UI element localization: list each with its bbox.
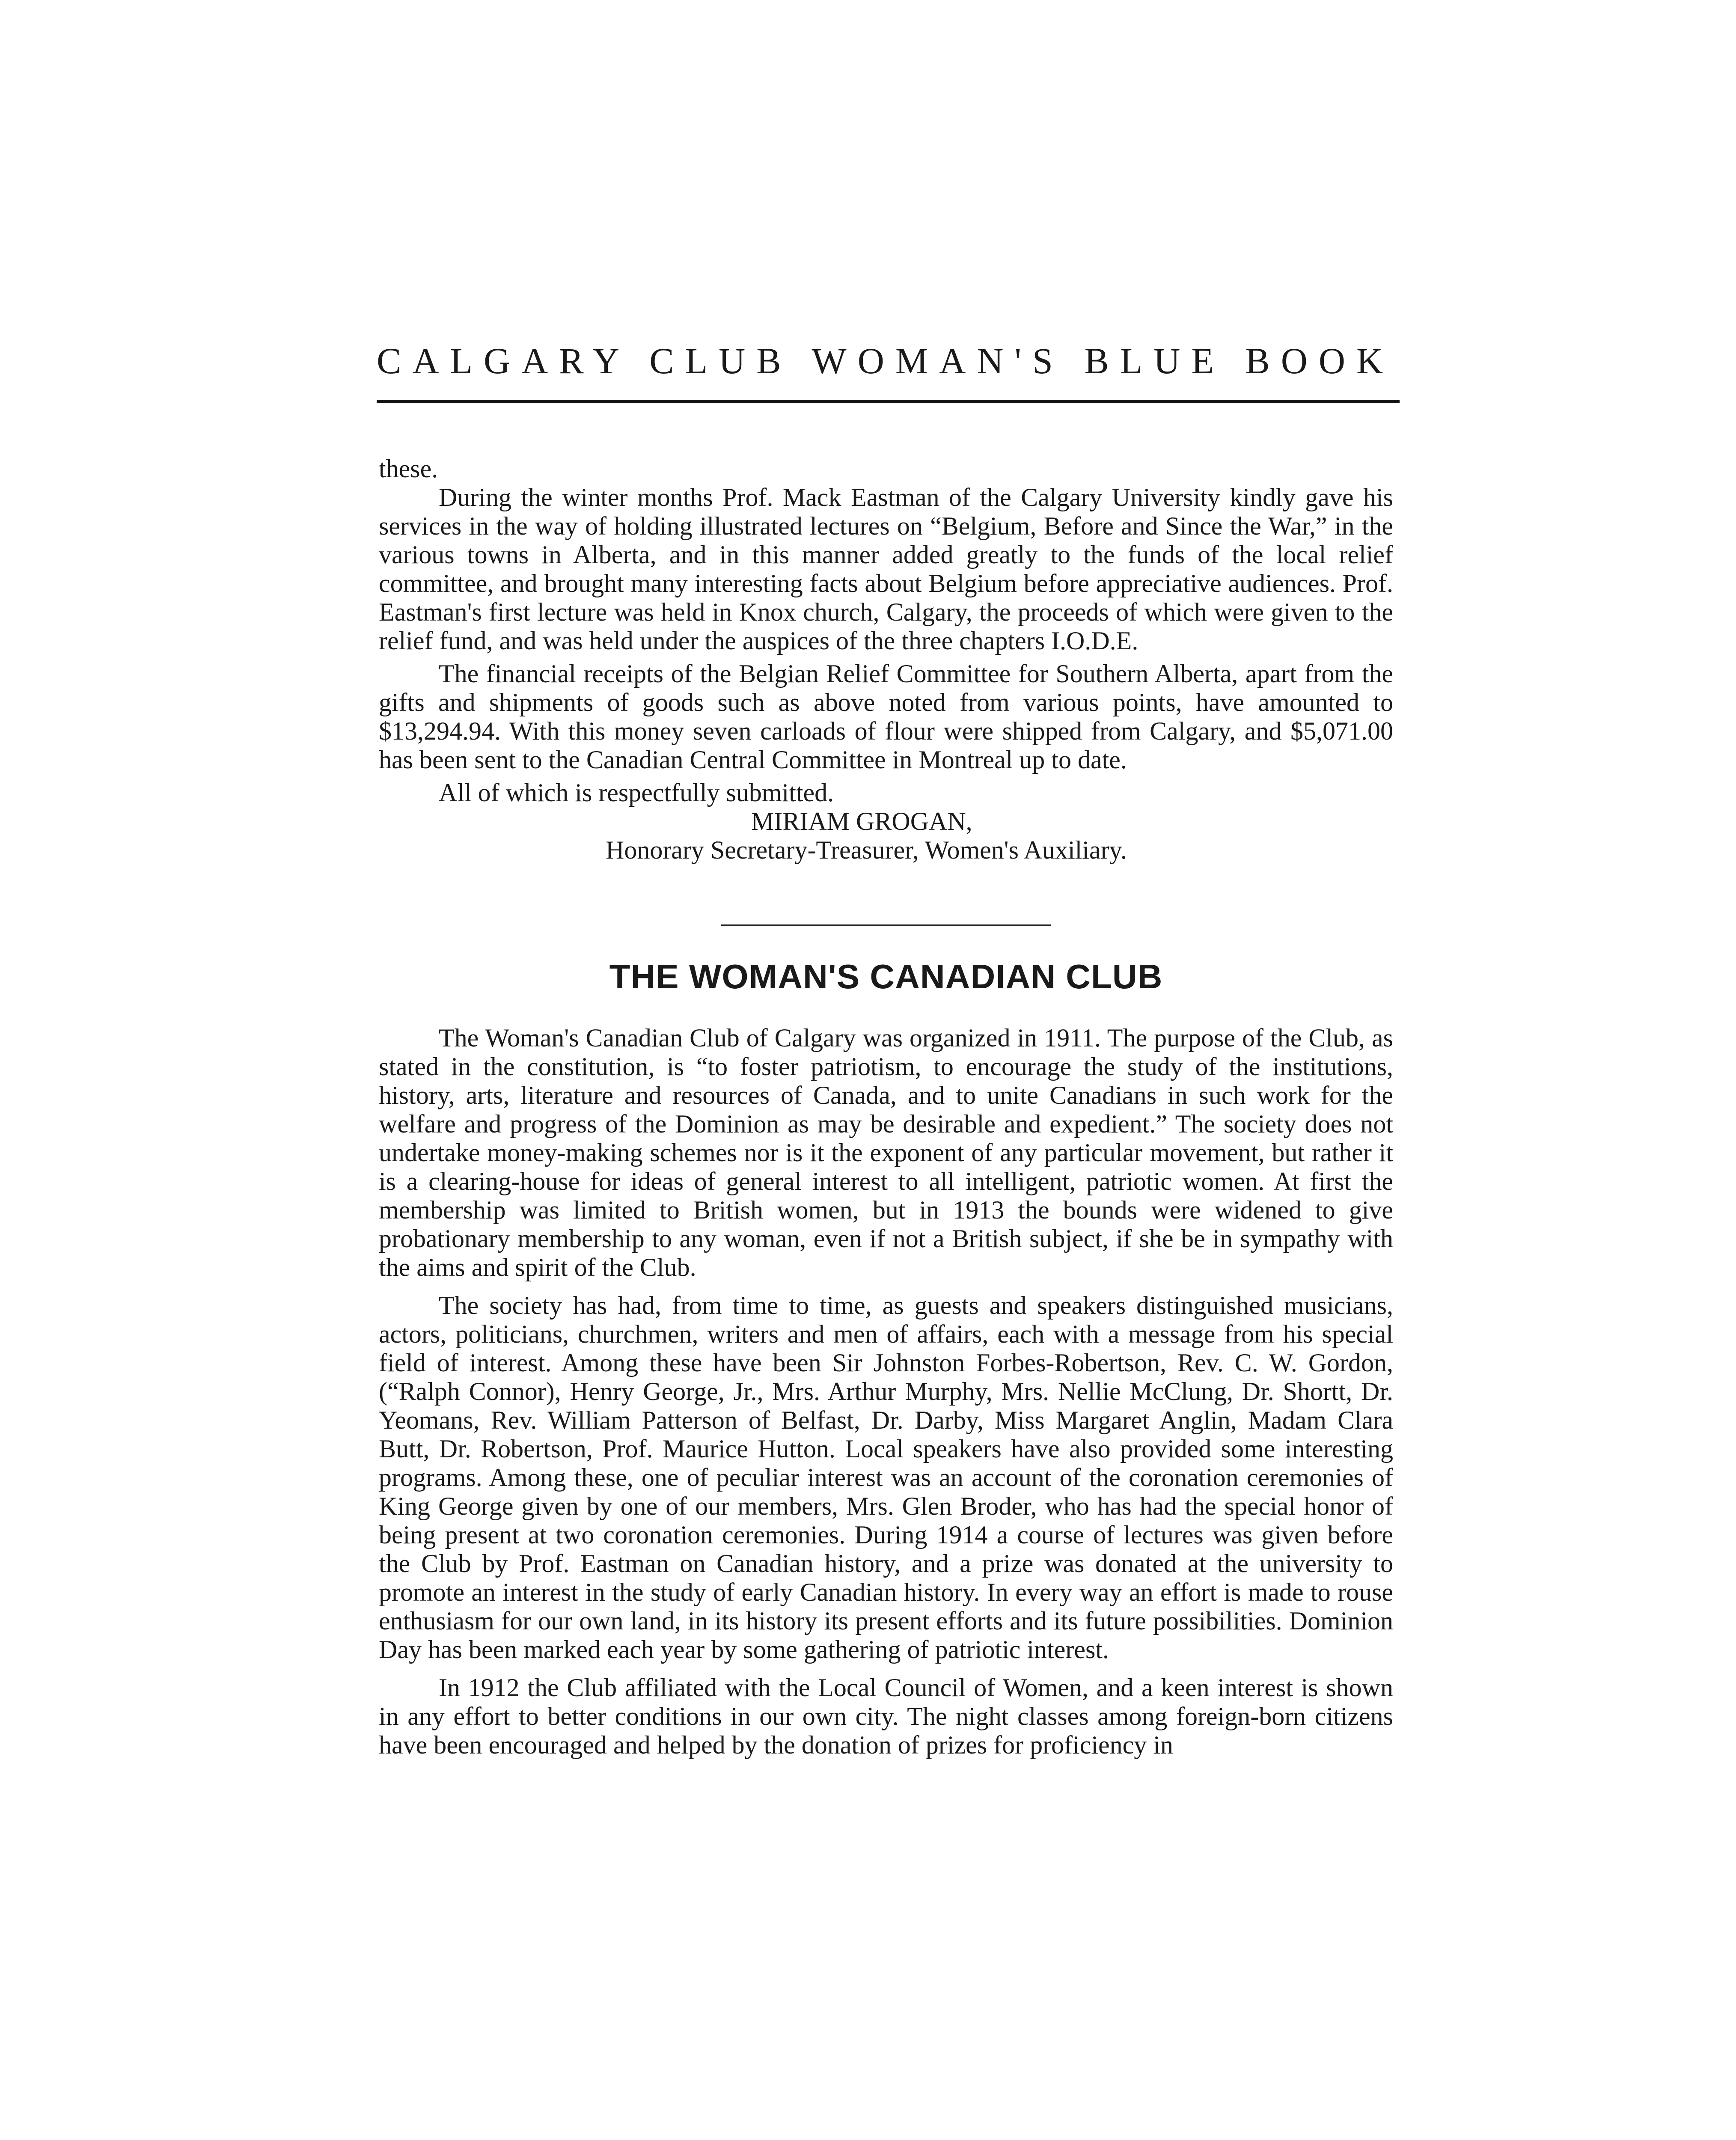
section-paragraph: In 1912 the Club affiliated with the Local Council of Women, and a keen interest is shown in any effort to better conditions in our own city. The night classes among foreign-born citizens have been encouraged and helped by the donation of prizes for proficiency in	[379, 1673, 1393, 1759]
signature-title: Honorary Secretary-Treasurer, Women's Auxiliary.	[606, 836, 1127, 864]
running-title: CALGARY CLUB WOMAN'S BLUE BOOK	[377, 340, 1394, 381]
report-paragraph: The financial receipts of the Belgian Relief Committee for Southern Alberta, apart from the gifts and shipments of goods such as above noted from various points, have amounted to $13,294.94. With this money seven carloads of flour were shipped from Calgary, and $5,071.00 has been sent to the Canadian Central Committee in Montreal up to date.	[379, 660, 1393, 774]
section-paragraph: The society has had, from time to time, as guests and speakers distinguished musicians, actors, politicians, churchmen, writers and men of affairs, each with a message from his special field of interest. Among these have been Sir Johnston Forbes-Robertson, Rev. C. W. Gordon, (“Ralph Connor), Henry George, Jr., Mrs. Arthur Murphy, Mrs. Nellie McClung, Dr. Shortt, Dr. Yeomans, Rev. William Patterson of Belfast, Dr. Darby, Miss Margaret Anglin, Madam Clara Butt, Dr. Robertson, Prof. Maurice Hutton. Local speakers have also provided some interesting programs. Among these, one of peculiar interest was an account of the coronation ceremonies of King George given by one of our members, Mrs. Glen Broder, who has had the special honor of being present at two coronation ceremonies. During 1914 a course of lectures was given before the Club by Prof. Eastman on Canadian history, and a prize was donated at the university to promote an interest in the study of early Canadian history. In every way an effort is made to rouse enthusiasm for our own land, in its history its present efforts and its future possibilities. Dominion Day has been marked each year by some gathering of patriotic interest.	[379, 1291, 1393, 1664]
page-body	[379, 455, 1393, 1760]
section-title: THE WOMAN'S CANADIAN CLUB	[609, 957, 1163, 996]
header-rule	[377, 400, 1400, 403]
page-header	[377, 342, 1404, 403]
section-paragraph: The Woman's Canadian Club of Calgary was organized in 1911. The purpose of the Club, as stated in the constitution, is “to foster patriotism, to encourage the study of the institutions, history, arts, literature and resources of Canada, and to unite Canadians in such work for the welfare and progress of the Dominion as may be desirable and expedient.” The society does not undertake money-making schemes nor is it the exponent of any particular movement, but rather it is a clearing-house for ideas of general interest to all intelligent, patriotic women. At first the membership was limited to British women, but in 1913 the bounds were widened to give probationary membership to any woman, even if not a British subject, if she be in sympathy with the aims and spirit of the Club.	[379, 1024, 1393, 1281]
signature-name: MIRIAM GROGAN,	[751, 807, 972, 835]
report-paragraph: All of which is respectfully submitted.	[439, 779, 834, 807]
continuation-text: these.	[379, 455, 438, 483]
section-divider	[721, 924, 1051, 926]
report-paragraph: During the winter months Prof. Mack Eastman of the Calgary University kindly gave his services in the way of holding illustrated lectures on “Belgium, Before and Since the War,” in the various towns in Alberta, and in this manner added greatly to the funds of the local relief committee, and brought many interesting facts about Belgium before appreciative audiences. Prof. Eastman's first lecture was held in Knox church, Calgary, the proceeds of which were given to the relief fund, and was held under the auspices of the three chapters I.O.D.E.	[379, 483, 1393, 655]
